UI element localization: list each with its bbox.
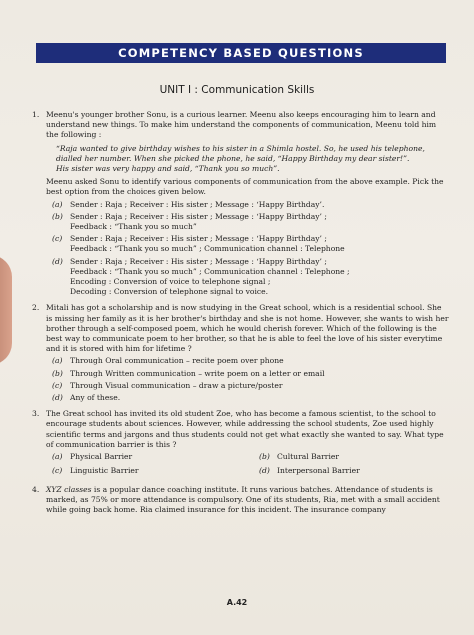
question-3: 3. The Great school has invited its old student Zoe, who has become a famous scientist, to the school to encourage students about sciences. However, while addressing the school students, Zoe used highly scientific terms and jargons and thus students could not get what exactly she wanted to say. What type of communication barrier is this ? (a) Physical Barrier (b) Cultural Barrier (c) Linguistic Barrier (d) Interpersonal Barrier [32,409,450,478]
question-1-prompt: Meenu asked Sonu to identify various components of communication from the above example. Pick the best option from the choices given below. [46,177,444,197]
option-a: (a) Through Oral communication – recite poem over phone [52,356,284,366]
option-d: (d) Interpersonal Barrier [259,466,360,476]
option-a: (a) Physical Barrier [52,452,133,462]
question-4-text: XYZ classes is a popular dance coaching institute. It runs various batches. Attendance of students is marked, as 75% or more attendance is compulsory. One of its students, Ria, met with a small accident while going back home. Ria claimed insurance for this incident. The insurance company [46,484,440,514]
finger-shadow [0,255,12,365]
option-a: (a) Sender : Raja ; Receiver : His sister ; Message : ‘Happy Birthday’. [52,199,325,209]
option-b: (b) Sender : Raja ; Receiver : His sister ; Message : ‘Happy Birthday’ ; Feedback : “Thank you so much” [52,211,327,232]
option-c: (c) Linguistic Barrier [52,466,139,476]
question-3-options [46,450,450,478]
question-1-quote: “Raja wanted to give birthday wishes to his sister in a Shimla hostel. So, he used his telephone, dialled her number. When she picked the phone, he said, “Happy Birthday my dear sister!”. His sister was very happy and said, “Thank you so much”. [56,143,425,174]
question-3-text: The Great school has invited its old student Zoe, who has become a famous scientist, to the school to encourage students about sciences. However, while addressing the school students, Zoe used highly scientific terms and jargons and thus students could not get what exactly she wanted to say. What type of communication barrier is this ? [46,409,444,449]
page-number: A.42 [226,598,248,607]
option-b: (b) Through Written communication – write poem on a letter or email [52,368,325,378]
option-c: (c) Through Visual communication – draw a picture/poster [52,380,283,390]
option-b: (b) Cultural Barrier [259,452,339,462]
unit-title: UNIT I : Communication Skills [159,84,315,96]
section-banner: COMPETENCY BASED QUESTIONS [36,43,446,63]
question-1: 1. Meenu's younger brother Sonu, is a curious learner. Meenu also keeps encouraging him to learn and understand new things. To make him understand the components of communication, Meenu told him the following : “Raja wanted to give birthday wishes to his sister in a Shimla hostel. So, he used his telephone, dialled her number. When she picked the phone, he said, “Happy Birthday my dear sister!”. His sister was very happy and said, “Thank you so much”. Meenu asked Sonu to identify various components of communication from the above example. Pick the best option from the choices given below. (a) Sender : Raja ; Receiver : His sister ; Message : ‘Happy Birthday’. (b) Sender : Raja ; Receiver : His sister ; Message : ‘Happy Birthday’ ; Feedback : “Thank you so much” (c) Sender : Raja ; Receiver : His sister ; Message : ‘Happy Birthday’ ; Feedback : “Thank you so much” ; Communication channel : Telephone (d) Sender : Raja ; Receiver : His sister ; Message : ‘Happy Birthday’ ; Feedback : “Thank you so much” ; Communication channel : Telephone ; Encoding : Conversion of voice to telephone signal ; Decoding : Conversion of telephone signal to voice. [32,110,450,297]
option-c: (c) Sender : Raja ; Receiver : His sister ; Message : ‘Happy Birthday’ ; Feedback : “Thank you so much” ; Communication channel : Telephone [52,234,345,254]
question-2: 2. Mitali has got a scholarship and is now studying in the Great school, which is a residential school. She is missing her family as it is her brother's birthday and she is not home. However, she wants to wish her brother through a self-composed poem, which he would cherish forever. Which of the following is the best way to communicate poem to her brother, so that he is able to feel the love of his sister everytime and it is stored with him for lifetime ? (a) Through Oral communication – recite poem over phone (b) Through Written communication – write poem on a letter or email (c) Through Visual communication – draw a picture/poster (d) Any of these. [32,303,449,403]
question-1-text: Meenu's younger brother Sonu, is a curious learner. Meenu also keeps encouraging him to learn and understand new things. To make him understand the components of communication, Meenu told him the following : [46,110,437,140]
question-2-text: Mitali has got a scholarship and is now studying in the Great school, which is a residential school. She is missing her family as it is her brother's birthday and she is not home. However, she wants to wish her brother through a self-composed poem, which he would cherish forever. Which of the following is the best way to communicate poem to her brother, so that he is able to feel the love of his sister everytime and it is stored with him for lifetime ? [46,303,449,354]
option-d: (d) Any of these. [52,393,121,403]
option-d: (d) Sender : Raja ; Receiver : His sister ; Message : ‘Happy Birthday’ ; Feedback : “Thank you so much” ; Communication channel : Telephone ; Encoding : Conversion of voice to telephone signal ; Decoding : Conversion of telephone signal to voice. [52,256,350,297]
questions-content [32,110,450,521]
question-4: 4. XYZ classes is a popular dance coaching institute. It runs various batches. Attendance of students is marked, as 75% or more attendance is compulsory. One of its students, Ria, met with a small accident while going back home. Ria claimed insurance for this incident. The insurance company [32,485,450,516]
